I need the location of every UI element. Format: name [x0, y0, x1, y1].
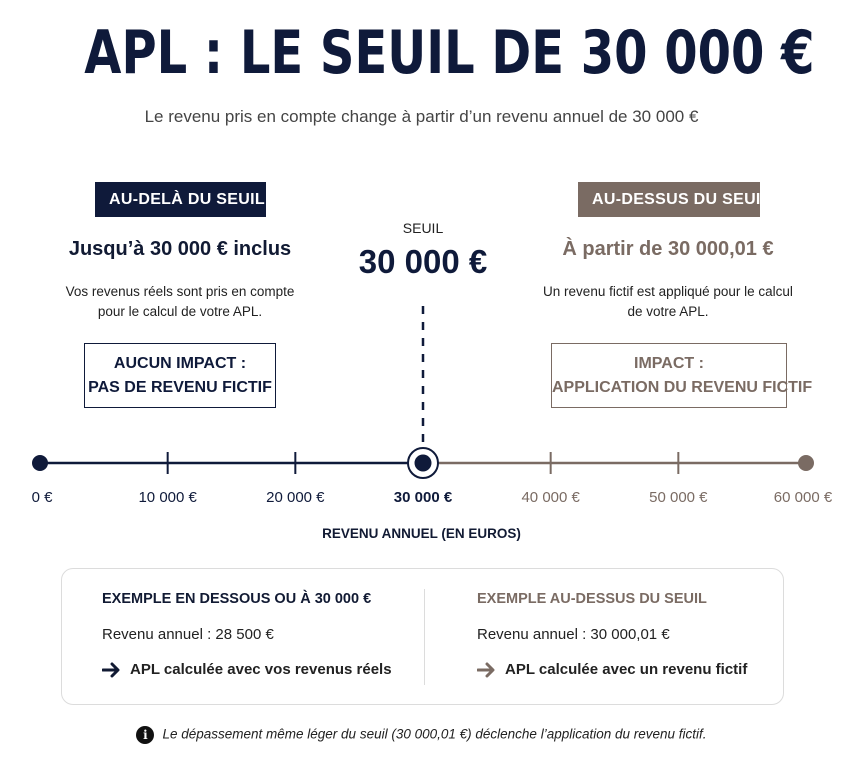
- example-above: [477, 591, 747, 678]
- income-axis: [0, 290, 843, 490]
- footnote: [0, 726, 843, 744]
- badge-below-threshold: AU-DELÀ DU SEUIL: [95, 182, 266, 217]
- axis-tick-label-10000: 10 000 €: [138, 489, 197, 506]
- threshold-value: 30 000 €: [358, 243, 488, 280]
- arrow-right-icon: [477, 662, 497, 678]
- axis-tick-label-30000: 30 000 €: [393, 489, 453, 506]
- headline-above: À partir de 30 000,01 €: [562, 238, 774, 260]
- example-below-revenue: Revenu annuel : 28 500 €: [102, 626, 274, 643]
- arrow-right-icon: [102, 662, 122, 678]
- example-below-result-text: APL calculée avec vos revenus réels: [130, 661, 392, 678]
- info-icon: i: [136, 726, 154, 744]
- example-below-result: [102, 661, 392, 678]
- description-above-line2: de votre APL.: [627, 304, 709, 319]
- axis-tick-label-60000: 60 000 €: [773, 489, 833, 506]
- threshold-marker-dot: [415, 455, 432, 472]
- impact-above-line1: IMPACT :: [634, 355, 704, 372]
- example-above-result: [477, 661, 747, 678]
- headline-below: Jusqu’à 30 000 € inclus: [68, 238, 292, 260]
- description-above-line1: Un revenu fictif est appliqué pour le calcul: [543, 284, 793, 299]
- axis-end-dot: [798, 455, 814, 471]
- axis-tick-label-0: 0 €: [31, 489, 53, 506]
- threshold-label: SEUIL: [402, 220, 444, 236]
- footnote-text: Le dépassement même léger du seuil (30 000,01 €) déclenche l’application du revenu fictif.: [162, 726, 707, 742]
- examples-panel: [61, 568, 784, 705]
- page-subtitle: Le revenu pris en compte change à partir d’un revenu annuel de 30 000 €: [144, 107, 699, 126]
- badge-above-threshold: AU-DESSUS DU SEUIL: [578, 182, 760, 217]
- example-above-result-text: APL calculée avec un revenu fictif: [505, 661, 748, 678]
- example-above-title: EXEMPLE AU-DESSUS DU SEUIL: [477, 591, 707, 607]
- page-title: APL : LE SEUIL DE 30 000 €: [84, 18, 815, 88]
- description-below-line1: Vos revenus réels sont pris en compte: [65, 284, 295, 299]
- axis-tick-label-40000: 40 000 €: [521, 489, 580, 506]
- axis-tick-label-20000: 20 000 €: [266, 489, 325, 506]
- example-below: [102, 591, 392, 678]
- examples-divider: [424, 589, 425, 685]
- axis-start-dot: [32, 455, 48, 471]
- impact-above-line2: APPLICATION DU REVENU FICTIF: [552, 379, 813, 396]
- axis-title: REVENU ANNUEL (EN EUROS): [322, 526, 521, 541]
- example-below-title: EXEMPLE EN DESSOUS OU À 30 000 €: [102, 591, 372, 607]
- example-above-revenue: Revenu annuel : 30 000,01 €: [477, 626, 670, 643]
- description-below-line2: pour le calcul de votre APL.: [97, 304, 263, 319]
- impact-below-line1: AUCUN IMPACT :: [113, 355, 247, 372]
- axis-tick-label-50000: 50 000 €: [649, 489, 708, 506]
- impact-below-line2: PAS DE REVENU FICTIF: [88, 379, 272, 396]
